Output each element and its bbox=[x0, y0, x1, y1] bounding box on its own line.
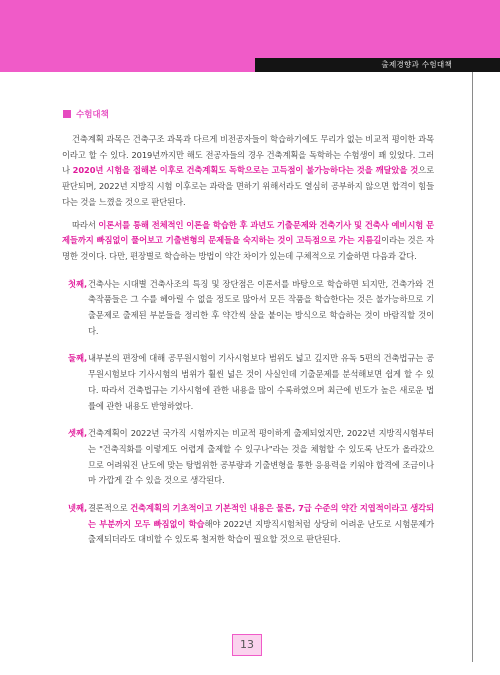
body-text: 으로 판단되며, 2022년 지방직 시험 이후로는 과락을 면하기 위해서라도 열심히 공부하지 않으면 합격이 힘들다는 것을 느꼈을 것으로 판단된다. bbox=[62, 165, 435, 207]
body-text: 내부분의 편장에 대해 공무원시험이 기사시험보다 범위도 넓고 깊지만 유독 5편의 건축법규는 공무원시험보다 기사시험의 범위가 훨씬 넓은 것이 사실인데 기출문제를 분석해보면 쉽게 할 수 있다. 따라서 건축법규는 기사시험에 관한 내용을 많이 수록하였으며 최근에 빈도가 높은 새로운 법률에 관한 내용도 반영하였다. bbox=[88, 353, 434, 411]
header-accent-tab bbox=[0, 58, 255, 72]
list-item bbox=[62, 277, 434, 340]
item-label: 둘째, bbox=[68, 353, 88, 364]
list-item bbox=[62, 426, 434, 489]
item-label: 넷째, bbox=[68, 503, 88, 514]
paragraph bbox=[62, 218, 434, 265]
body-text: 건축사는 시대별 건축사조의 특징 및 장단점은 이론서를 바탕으로 학습하면 되지만, 건축가와 건축작품들은 그 수를 헤아릴 수 없을 정도로 많아서 모든 작품을 학습한다는 것은 불가능하므로 기출문제로 출제된 부분들을 정리한 후 약간씩 살을 붙이는 방식으로 학습하는 것이 바람직할 것이다. bbox=[88, 278, 434, 336]
item-body bbox=[88, 426, 434, 489]
section-heading-text: 수험대책 bbox=[76, 110, 109, 120]
list-item bbox=[62, 501, 434, 548]
body-text: 건축계획이 2022년 국가직 시험까지는 비교적 평이하게 출제되었지만, 2022년 지방직시험부터는 "건축직화를 이렇게도 어렵게 출제할 수 있구나"라는 것을 체험할 수 있도록 난도가 올라갔으므로 어려워진 난도에 맞는 탕법위한 공부량과 기출변형을 통한 응용력을 키워야 합격에 조금이나마 가깝게 갈 수 있을 것으로 생각된다. bbox=[88, 428, 434, 486]
chapter-label: 출제경향과 수험대책 bbox=[381, 60, 452, 69]
highlighted-text: 건축계획의 기초적이고 기본적인 내용은 물론, 7급 수준의 약간 지엽적이라고 생각되는 부분까지 모두 빠짐없이 학습 bbox=[88, 503, 434, 529]
highlighted-text: 이론서를 통해 전체적인 이론을 학습한 후 과년도 기출문제와 건축기사 및 건축사 예비시험 문제들까지 빠짐없이 풀어보고 기출변형의 문제들을 숙지하는 것이 고득점으로 가는 지름길 bbox=[62, 219, 434, 246]
square-bullet-icon bbox=[63, 110, 71, 118]
main-content bbox=[62, 108, 434, 548]
paragraph bbox=[62, 132, 434, 211]
list-item bbox=[62, 351, 434, 414]
numbered-item-list bbox=[62, 277, 434, 549]
body-text: 해야 2022년 지방직시험처럼 상당히 어려운 난도로 시험문제가 출제되더라도 대비할 수 있도록 철저한 학습이 필요할 것으로 판단된다. bbox=[88, 518, 434, 545]
item-body bbox=[88, 501, 434, 548]
body-text: 건축계획 과목은 건축구조 과목과 다르게 비전공자들이 학습하기에도 무리가 없는 비교적 평이한 과목이라고 할 수 있다. 2019년까지만 해도 전공자들의 경우 건축계획을 독학하는 수험생이 꽤 있었다. 그러나 bbox=[62, 134, 434, 176]
body-text: 이라는 것은 자명한 것이다. 다만, 편장별로 학습하는 방법이 약간 차이가 있는데 구체적으로 기술하면 다음과 같다. bbox=[62, 235, 434, 261]
body-text: 따라서 bbox=[72, 219, 99, 230]
section-heading bbox=[62, 108, 434, 120]
item-label: 셋째, bbox=[68, 428, 88, 439]
item-label: 첫째, bbox=[68, 278, 88, 289]
item-body bbox=[88, 277, 434, 340]
paragraph-list bbox=[62, 132, 434, 265]
header-color-band bbox=[0, 0, 500, 58]
margin-rule bbox=[472, 72, 473, 662]
highlighted-text: 2020년 시험을 접해본 이후로 건축계획도 독학으로는 고득점이 불가능하다는 것을 깨달았을 것 bbox=[72, 165, 419, 176]
page-number: 13 bbox=[232, 634, 262, 656]
item-body bbox=[88, 351, 434, 414]
body-text: 결론적으로 bbox=[88, 503, 131, 514]
